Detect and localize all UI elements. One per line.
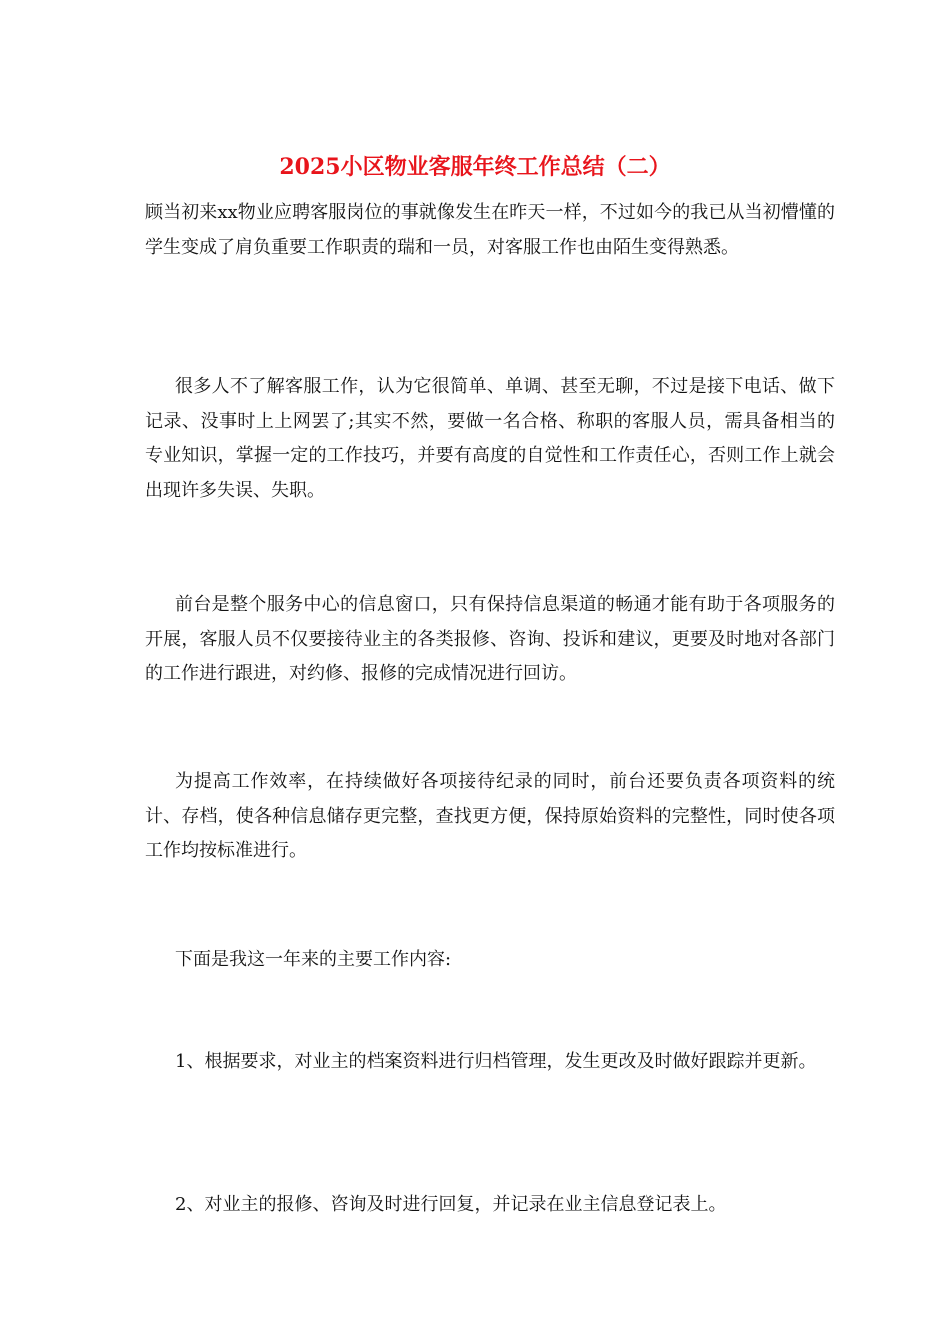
paragraph-efficiency: 为提高工作效率，在持续做好各项接待纪录的同时，前台还要负责各项资料的统计、存档，使各种信息储存更完整，查找更方便，保持原始资料的完整性，同时使各项工作均按标准进行。 [145,771,835,861]
document-title: 2025小区物业客服年终工作总结（二） [279,154,671,180]
paragraph-front-desk: 前台是整个服务中心的信息窗口，只有保持信息渠道的畅通才能有助于各项服务的开展，客服人员不仅要接待业主的各类报修、咨询、投诉和建议，更要及时地对各部门的工作进行跟进，对约修、报修的完成情况进行回访。 [145,594,835,684]
paragraph-intro: 顾当初来xx物业应聘客服岗位的事就像发生在昨天一样，不过如今的我已从当初懵懂的学生变成了肩负重要工作职责的瑞和一员，对客服工作也由陌生变得熟悉。 [145,202,835,258]
list-item-2: 2、对业主的报修、咨询及时进行回复，并记录在业主信息登记表上。 [175,1194,727,1215]
paragraph-customer-service: 很多人不了解客服工作，认为它很简单、单调、甚至无聊，不过是接下电话、做下记录、没事时上上网罢了;其实不然，要做一名合格、称职的客服人员，需具备相当的专业知识，掌握一定的工作技巧，并要有高度的自觉性和工作责任心，否则工作上就会出现许多失误、失职。 [145,376,835,501]
list-item-1: 1、根据要求，对业主的档案资料进行归档管理，发生更改及时做好跟踪并更新。 [175,1051,817,1072]
paragraph-work-intro: 下面是我这一年来的主要工作内容: [175,949,452,970]
